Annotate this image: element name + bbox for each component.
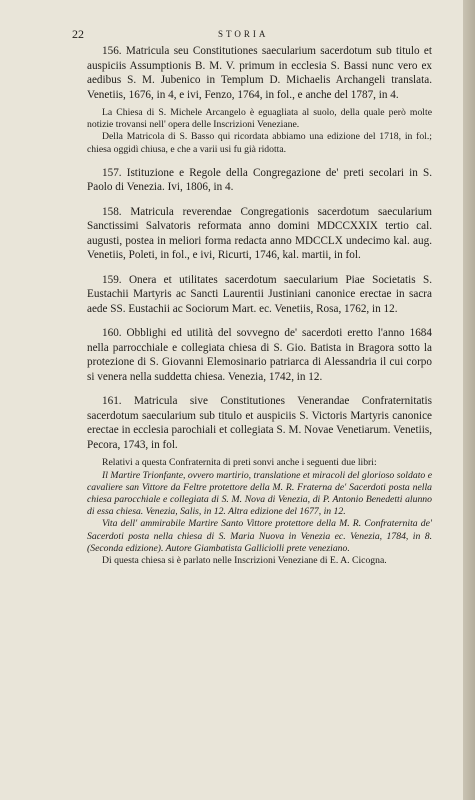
entry-160: 160. Obblighi ed utilità del sovvegno de' sacerdoti eretto l'anno 1684 nella parrocchiale e collegiata chiesa di S. Gio. Batista in Bragora sotto la protezione di S. Giovanni Elemosinario patriarca di Alessandria il cui corpo si venera nella suddetta chiesa. Venezia, 1742, in 12. — [87, 327, 432, 383]
entry-161-note: Relativi a questa Confraternita di preti sonvi anche i seguenti due libri: — [102, 457, 377, 469]
page-number: 22 — [72, 27, 84, 41]
page-edge — [463, 0, 475, 800]
entry-156-note: Della Matricola di S. Basso qui ricordata abbiamo una edizione del 1718, in fol.; chiesa oggidì chiusa, e che a varii usi fu già ridotta. — [87, 131, 432, 155]
entry-161-book: Il Martire Trionfante, ovvero martirio, translatione et miracoli del glorioso soldato e cavaliere san Vittore da Feltre protettore della M. R. Fraterna de' Sacerdoti posta nella chiesa parocchiale e collegiata di S. M. Nova di Venezia, di P. Antonio Benedetti alunno di essa chiesa. Venezia, Salis, in 12. Altra edizione del 1677, in 12. — [87, 469, 432, 518]
entry-161-note: Di questa chiesa si è parlato nelle Inscrizioni Veneziane di E. A. Cicogna. — [102, 554, 387, 566]
entry-159: 159. Onera et utilitates sacerdotum saecularium Piae Societatis S. Eustachii Martyris ac Sancti Laurentii Justiniani canonice erectae in sacra aede SS. Eustachii ac Sociorum Mart. ec. Venetiis, Rosa, 1762, in 12. — [87, 273, 432, 315]
entry-161: 161. Matricula sive Constitutiones Venerandae Confraternitatis sacerdotum saecularium sub titulo et auspiciis S. Victoris Martyris canonice erectae in ecclesia parochiali et collegiata S. M. Novae Venetiarum. Venetiis, Pecora, 1743, in fol. — [87, 395, 432, 451]
page-header — [72, 27, 444, 41]
page-body — [87, 44, 432, 567]
running-head: STORIA — [218, 29, 269, 39]
entry-158: 158. Matricula reverendae Congregationis sacerdotum saecularium Sanctissimi Salvatoris reformata anno domini MDCCXXIX tertio cal. augusti, postea in meliori forma redacta anno MDCCLX undecimo kal. aug. Venetiis, Poleti, in fol., e ivi, Ricurti, 1746, kal. martii, in fol. — [87, 205, 432, 262]
entry-161-book: Vita dell' ammirabile Martire Santo Vittore protettore della M. R. Confraternita de' Sacerdoti posta nella chiesa di S. Maria Nuova in Venezia ec. Venezia, 1784, in 8. (Seconda edizione). Autore Giambatista Galliciolli prete veneziano. — [87, 518, 432, 554]
entry-157: 157. Istituzione e Regole della Congregazione de' preti secolari in S. Paolo di Venezia. Ivi, 1806, in 4. — [87, 166, 432, 194]
entry-156: 156. Matricula seu Constitutiones saecularium sacerdotum sub titulo et auspiciis Assumptionis B. M. V. primum in ecclesia S. Bassi nunc vero ex aedibus S. M. Jubenico in Templum D. Michaelis Archangeli translata. Venetiis, 1676, in 4, e ivi, Fenzo, 1764, in fol., e anche del 1787, in 4. — [87, 45, 432, 101]
entry-156-note: La Chiesa di S. Michele Arcangelo è eguagliata al suolo, della quale però molte notizie trovansi nell' opera delle Inscrizioni Veneziane. — [87, 107, 432, 131]
